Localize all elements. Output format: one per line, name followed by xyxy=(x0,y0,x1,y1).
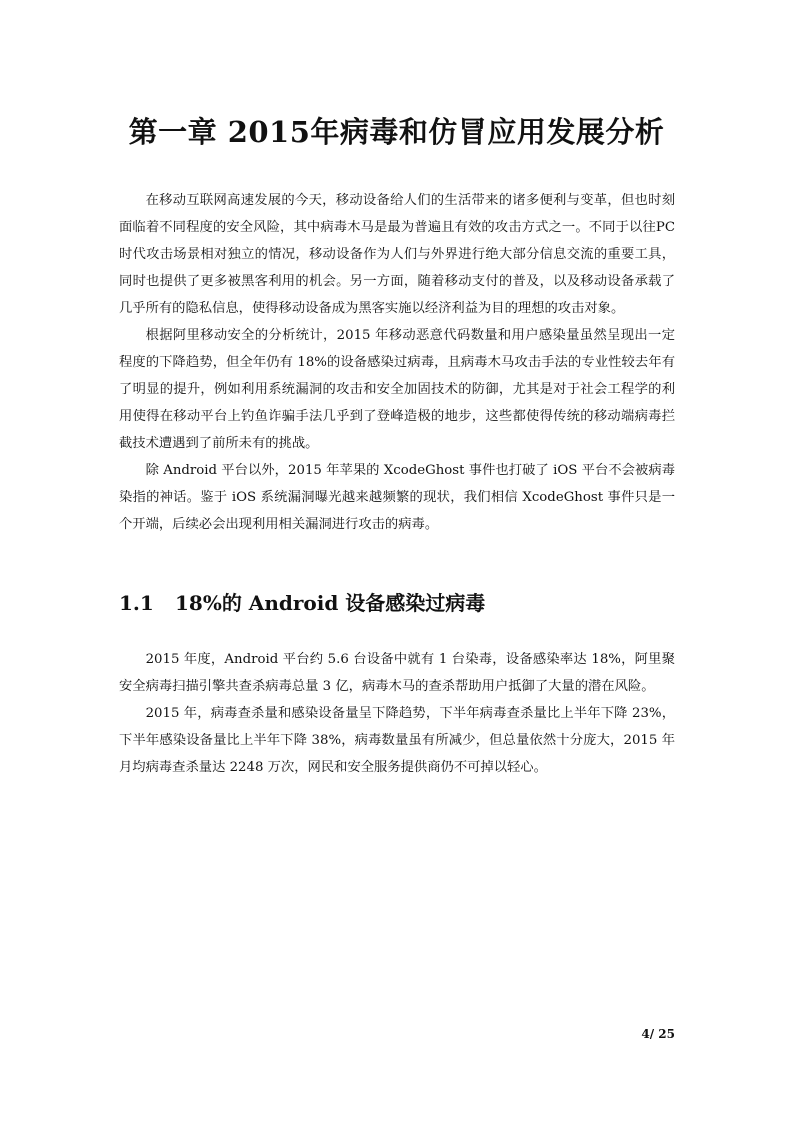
intro-paragraph: 根据阿里移动安全的分析统计，2015 年移动恶意代码数量和用户感染量虽然呈现出一定程度的下降趋势，但全年仍有 18%的设备感染过病毒，且病毒木马攻击手法的专业性较去年有了明显的提升，例如利用系统漏洞的攻击和安全加固技术的防御，尤其是对于社会工程学的利用使得在移动平台上钓鱼诈骗手法几乎到了登峰造极的地步，这些都使得传统的移动端病毒拦截技术遭遇到了前所未有的挑战。 xyxy=(119,328,675,451)
section-paragraph: 2015 年，病毒查杀量和感染设备量呈下降趋势，下半年病毒查杀量比上半年下降 23%，下半年感染设备量比上半年下降 38%，病毒数量虽有所减少，但总量依然十分庞大，2015 年月均病毒查杀量达 2248 万次，网民和安全服务提供商仍不可掉以轻心。 xyxy=(119,706,675,775)
section-title: 18%的 Android 设备感染过病毒 xyxy=(175,591,486,615)
intro-paragraph: 除 Android 平台以外，2015 年苹果的 XcodeGhost 事件也打破了 iOS 平台不会被病毒染指的神话。鉴于 iOS 系统漏洞曝光越来越频繁的现状，我们相信 XcodeGhost 事件只是一个开端，后续必会出现利用相关漏洞进行攻击的病毒。 xyxy=(119,463,675,532)
section-number: 1.1 xyxy=(119,591,154,615)
section-heading xyxy=(119,588,675,618)
section-text xyxy=(119,646,675,781)
intro-paragraph: 在移动互联网高速发展的今天，移动设备给人们的生活带来的诸多便利与变革，但也时刻面临着不同程度的安全风险，其中病毒木马是最为普遍且有效的攻击方式之一。不同于以往PC时代攻击场景相对独立的情况，移动设备作为人们与外界进行绝大部分信息交流的重要工具，同时也提供了更多被黑客利用的机会。另一方面，随着移动支付的普及，以及移动设备承载了几乎所有的隐私信息，使得移动设备成为黑客实施以经济利益为目的理想的攻击对象。 xyxy=(119,193,675,316)
page-number: 4/ 25 xyxy=(641,1027,675,1041)
section-paragraph: 2015 年度，Android 平台约 5.6 台设备中就有 1 台染毒，设备感染率达 18%，阿里聚安全病毒扫描引擎共查杀病毒总量 3 亿，病毒木马的查杀帮助用户抵御了大量的潜在风险。 xyxy=(119,652,675,694)
chapter-title: 第一章 2015年病毒和仿冒应用发展分析 xyxy=(128,115,665,149)
intro-text xyxy=(119,187,675,538)
